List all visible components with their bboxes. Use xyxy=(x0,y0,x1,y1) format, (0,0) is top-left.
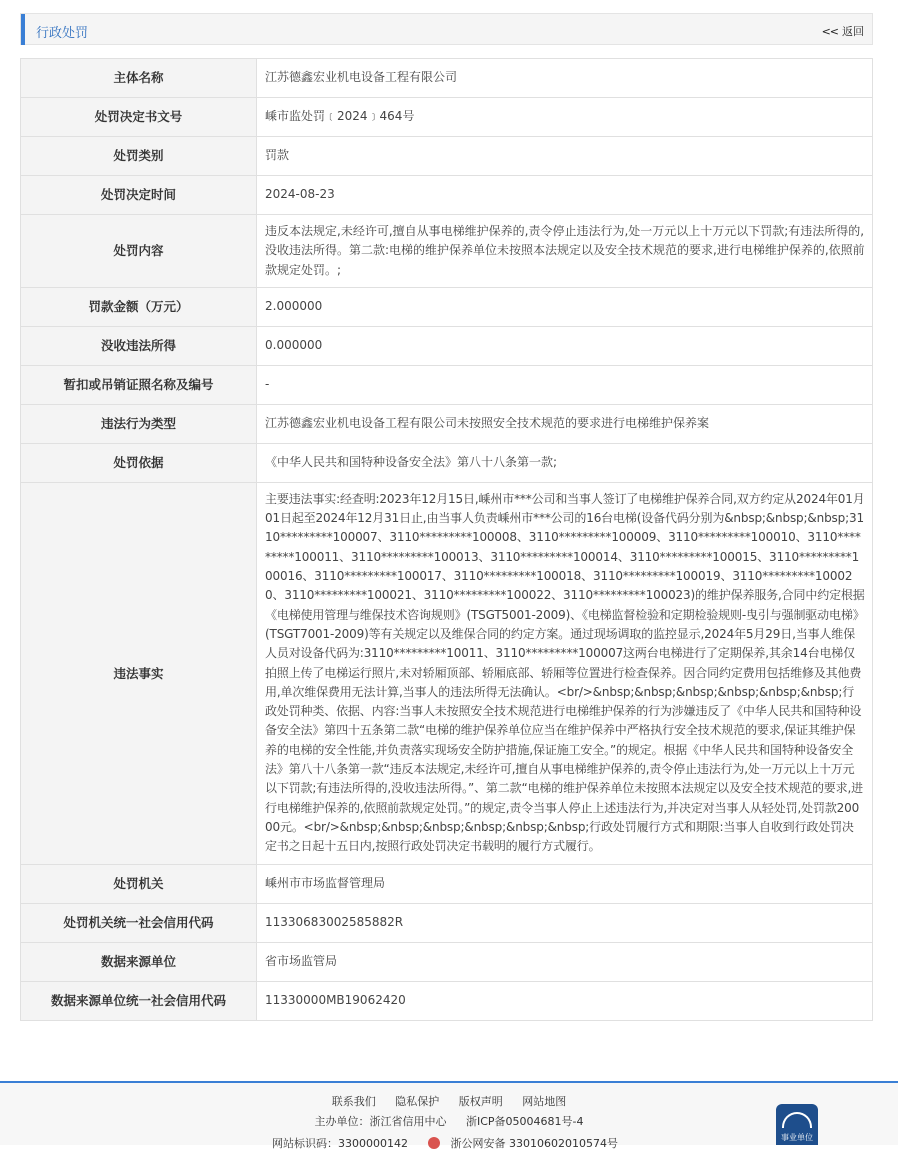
footer-link-privacy[interactable]: 隐私保护 xyxy=(395,1095,440,1108)
back-link[interactable] xyxy=(822,23,864,39)
row-label: 处罚机关 xyxy=(21,864,257,903)
table-row xyxy=(21,59,873,98)
row-label: 处罚类别 xyxy=(21,137,257,176)
row-value: 嵊市监处罚﹝2024﹞464号 xyxy=(257,98,873,137)
row-value: 江苏德鑫宏业机电设备工程有限公司未按照安全技术规范的要求进行电梯维护保养案 xyxy=(257,404,873,443)
table-row xyxy=(21,98,873,137)
row-label: 数据来源单位统一社会信用代码 xyxy=(21,981,257,1020)
table-row xyxy=(21,404,873,443)
panel-header xyxy=(20,13,873,45)
row-label: 没收违法所得 xyxy=(21,326,257,365)
footer-links xyxy=(0,1093,898,1109)
row-value: 《中华人民共和国特种设备安全法》第八十八条第一款; xyxy=(257,443,873,482)
page-title: 行政处罚 xyxy=(36,26,89,41)
footer-id-line xyxy=(0,1135,898,1151)
row-value: 2024-08-23 xyxy=(257,176,873,215)
row-value: 违反本法规定,未经许可,擅自从事电梯维护保养的,责令停止违法行为,处一万元以上十万元以下罚款;有违法所得的,没收违法所得。第二款:电梯的维护保养单位未按照本法规定以及安全技术规范的要求,进行电梯维护保养的,依照前款规定处罚。; xyxy=(257,215,873,288)
table-row xyxy=(21,903,873,942)
penalty-detail-table xyxy=(20,58,873,1021)
row-label: 处罚决定时间 xyxy=(21,176,257,215)
row-label: 违法行为类型 xyxy=(21,404,257,443)
footer-link-copyright[interactable]: 版权声明 xyxy=(458,1095,503,1108)
back-chevron-icon: << xyxy=(821,25,838,38)
table-row xyxy=(21,365,873,404)
badge-label: 事业单位 xyxy=(781,1133,813,1142)
row-value: 0.000000 xyxy=(257,326,873,365)
row-value: 江苏德鑫宏业机电设备工程有限公司 xyxy=(257,59,873,98)
table-row xyxy=(21,176,873,215)
row-label: 罚款金额（万元） xyxy=(21,287,257,326)
police-badge-icon xyxy=(428,1137,440,1149)
table-row xyxy=(21,287,873,326)
table-row xyxy=(21,981,873,1020)
table-row xyxy=(21,326,873,365)
row-value: 省市场监管局 xyxy=(257,942,873,981)
table-row xyxy=(21,215,873,288)
back-label: 返回 xyxy=(842,25,864,38)
footer xyxy=(0,1083,898,1150)
table-row xyxy=(21,482,873,864)
table-row xyxy=(21,864,873,903)
row-label: 违法事实 xyxy=(21,482,257,864)
row-value: 嵊州市市场监督管理局 xyxy=(257,864,873,903)
row-label: 暂扣或吊销证照名称及编号 xyxy=(21,365,257,404)
table-row xyxy=(21,443,873,482)
row-value: 2.000000 xyxy=(257,287,873,326)
header-accent-bar xyxy=(21,14,25,45)
footer-link-contact[interactable]: 联系我们 xyxy=(331,1095,376,1108)
row-value: 罚款 xyxy=(257,137,873,176)
table-row xyxy=(21,137,873,176)
row-value: 11330683002585882R xyxy=(257,903,873,942)
row-label: 处罚内容 xyxy=(21,215,257,288)
row-label: 处罚机关统一社会信用代码 xyxy=(21,903,257,942)
footer-site-id: 网站标识码：3300000142 xyxy=(272,1137,408,1150)
badge-emblem-icon xyxy=(782,1112,812,1128)
row-label: 处罚依据 xyxy=(21,443,257,482)
row-label: 处罚决定书文号 xyxy=(21,98,257,137)
row-value: 主要违法事实:经查明:2023年12月15日,嵊州市***公司和当事人签订了电梯维护保养合同,双方约定从2024年01月01日起至2024年12月31日止,由当事人负责嵊州市***公司的16台电梯(设备代码分别为&nbsp;&nbsp;&nbsp;3110*********100007、3110*********100008、3110*********100009、3110*********100010、3110*********100011、3110*********100013、3110*********100014、3110*********100015、3110*********100016、3110*********100017、3110*********100018、3110*********100019、3110*********100020、3110*********100021、3110*********100022、3110*********100023)的维护保养服务,合同中约定根据《电梯使用管理与维保技术咨询规则》(TSGT5001-2009)、《电梯监督检验和定期检验规则-曳引与强制驱动电梯》(TSGT7001-2009)等有关规定以及维保合同的约定方案。通过现场调取的监控显示,2024年5月29日,当事人维保人员对设备代码为:3110*********10011、3110*********100007这两台电梯进行了定期保养,其余14台电梯仅拍照上传了电梯运行照片,未对轿厢顶部、轿厢底部、轿厢等位置进行检查保养。因合同约定费用包括维修及其他费用,单次维保费用无法计算,当事人的违法所得无法确认。<br/>&nbsp;&nbsp;&nbsp;&nbsp;&nbsp;&nbsp;行政处罚种类、依据、内容:当事人未按照安全技术规范进行电梯维护保养的行为涉嫌违反了《中华人民共和国特种设备安全法》第四十五条第二款“电梯的维护保养单位应当在维护保养中严格执行安全技术规范的要求,保证其维护保养的电梯的安全性能,并负责落实现场安全防护措施,保证施工安全。”的规定。根据《中华人民共和国特种设备安全法》第八十八条第一款“违反本法规定,未经许可,擅自从事电梯维护保养的,责令停止违法行为,处一万元以上十万元以下罚款;有违法所得的,没收违法所得。”、第二款“电梯的维护保养单位未按照本法规定以及安全技术规范的要求,进行电梯维护保养的,依照前款规定处罚。”的规定,责令当事人停止上述违法行为,并决定对当事人从轻处罚,处罚款20000元。<br/>&nbsp;&nbsp;&nbsp;&nbsp;&nbsp;&nbsp;行政处罚履行方式和期限:当事人自收到行政处罚决定书之日起十五日内,按照行政处罚决定书载明的履行方式履行。 xyxy=(257,482,873,864)
row-label: 数据来源单位 xyxy=(21,942,257,981)
footer-link-sitemap[interactable]: 网站地图 xyxy=(522,1095,567,1108)
row-value: 11330000MB19062420 xyxy=(257,981,873,1020)
institution-badge[interactable] xyxy=(776,1104,818,1145)
footer-host-line xyxy=(0,1113,898,1129)
row-label: 主体名称 xyxy=(21,59,257,98)
row-value: - xyxy=(257,365,873,404)
table-row xyxy=(21,942,873,981)
footer-icp[interactable]: 浙ICP备05004681号-4 xyxy=(465,1115,584,1128)
footer-host: 主办单位：浙江省信用中心 xyxy=(314,1115,447,1128)
footer-police-record[interactable]: 浙公网安备 33010602010574号 xyxy=(428,1137,626,1150)
